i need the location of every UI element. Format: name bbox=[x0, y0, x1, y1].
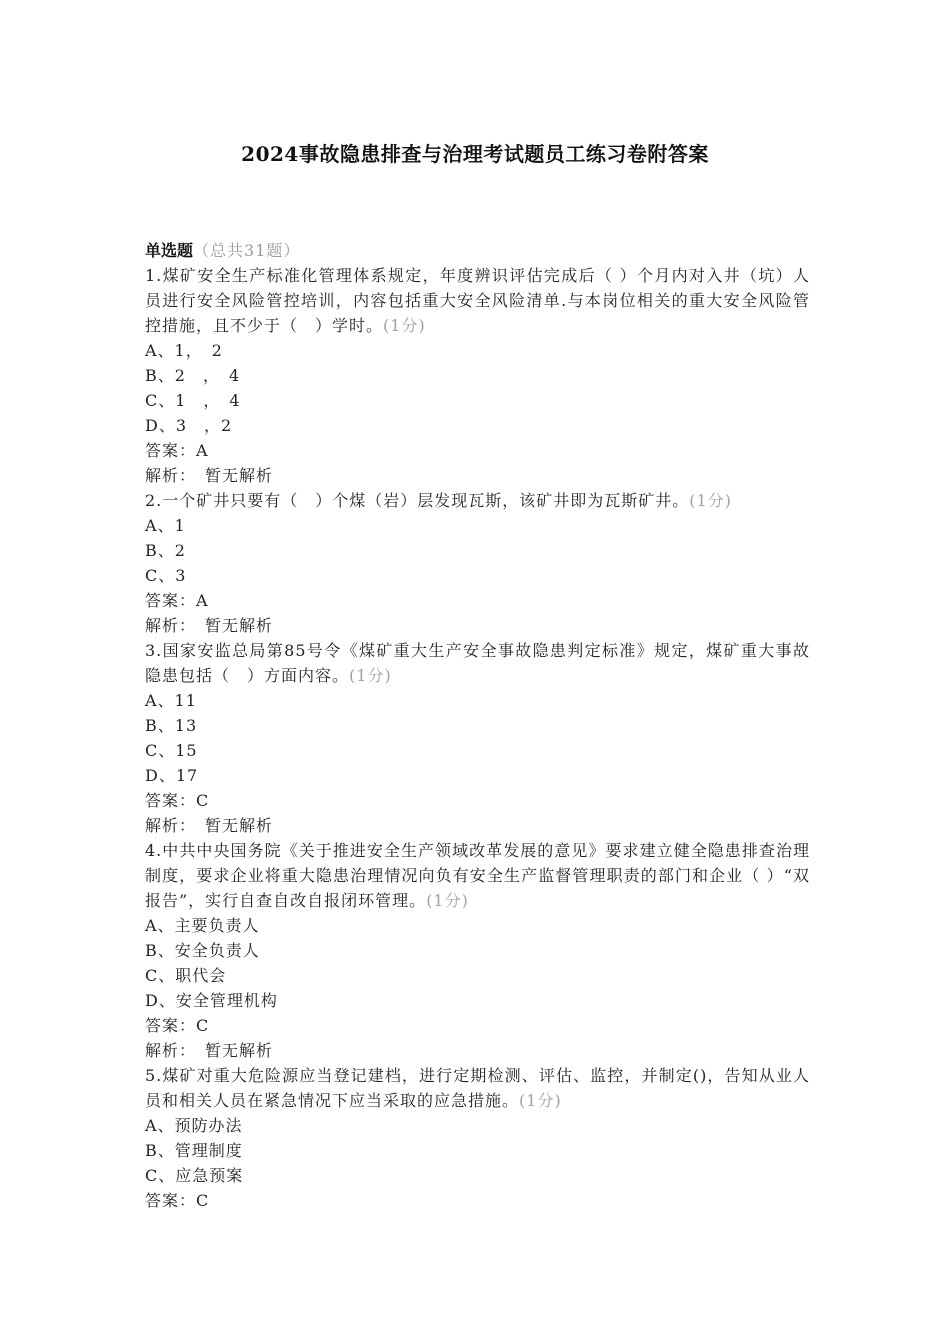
option-c: C、1 ， 4 bbox=[145, 391, 241, 410]
question-score: (1分) bbox=[519, 1091, 562, 1110]
option-c: C、15 bbox=[145, 741, 198, 760]
section-header bbox=[145, 238, 810, 263]
option-c: C、职代会 bbox=[145, 966, 227, 985]
option-b: B、2 bbox=[145, 541, 186, 560]
option-b: B、13 bbox=[145, 716, 198, 735]
option-a: A、1 bbox=[145, 516, 186, 535]
document-title: 2024事故隐患排查与治理考试题员工练习卷附答案 bbox=[241, 142, 709, 166]
question-2 bbox=[145, 488, 810, 638]
question-stem: 3.国家安监总局第85号令《煤矿重大生产安全事故隐患判定标准》规定，煤矿重大事故隐患包括（ ）方面内容。(1分) bbox=[145, 641, 810, 685]
analysis: 解析： 暂无解析 bbox=[145, 816, 274, 835]
question-stem: 4.中共中央国务院《关于推进安全生产领域改革发展的意见》要求建立健全隐患排查治理制度，要求企业将重大隐患治理情况向负有安全生产监督管理职责的部门和企业（ ）“双报告”，实行自查自改自报闭环管理。(1分) bbox=[145, 841, 810, 910]
question-1 bbox=[145, 263, 810, 488]
answer: 答案：C bbox=[145, 1016, 210, 1035]
option-a: A、11 bbox=[145, 691, 197, 710]
option-d: D、17 bbox=[145, 766, 199, 785]
option-a: A、1， 2 bbox=[145, 341, 223, 360]
question-4 bbox=[145, 838, 810, 1063]
question-5 bbox=[145, 1063, 810, 1213]
question-3 bbox=[145, 638, 810, 838]
question-stem: 1.煤矿安全生产标准化管理体系规定，年度辨识评估完成后（ ）个月内对入井（坑）人员进行安全风险管控培训，内容包括重大安全风险清单.与本岗位相关的重大安全风险管控措施，且不少于（ ）学时。(1分) bbox=[145, 266, 810, 335]
answer: 答案：C bbox=[145, 791, 210, 810]
option-d: D、3 ，2 bbox=[145, 416, 233, 435]
analysis: 解析： 暂无解析 bbox=[145, 466, 274, 485]
section-count: （总共31题） bbox=[193, 241, 301, 260]
option-c: C、应急预案 bbox=[145, 1166, 244, 1185]
option-a: A、预防办法 bbox=[145, 1116, 243, 1135]
option-d: D、安全管理机构 bbox=[145, 991, 278, 1010]
answer: 答案：A bbox=[145, 591, 209, 610]
option-b: B、管理制度 bbox=[145, 1141, 243, 1160]
question-stem: 5.煤矿对重大危险源应当登记建档，进行定期检测、评估、监控，并制定()，告知从业人员和相关人员在紧急情况下应当采取的应急措施。(1分) bbox=[145, 1066, 810, 1110]
question-list bbox=[145, 238, 810, 1213]
option-a: A、主要负责人 bbox=[145, 916, 260, 935]
option-b: B、安全负责人 bbox=[145, 941, 260, 960]
section-label: 单选题 bbox=[145, 241, 194, 260]
option-c: C、3 bbox=[145, 566, 187, 585]
question-score: (1分) bbox=[383, 316, 426, 335]
answer: 答案：A bbox=[145, 441, 209, 460]
analysis: 解析： 暂无解析 bbox=[145, 1041, 274, 1060]
question-stem: 2.一个矿井只要有（ ）个煤（岩）层发现瓦斯，该矿井即为瓦斯矿井。(1分) bbox=[145, 491, 732, 510]
question-score: (1分) bbox=[349, 666, 392, 685]
answer: 答案：C bbox=[145, 1191, 210, 1210]
option-b: B、2 ， 4 bbox=[145, 366, 241, 385]
question-score: (1分) bbox=[689, 491, 732, 510]
question-score: (1分) bbox=[426, 891, 469, 910]
analysis: 解析： 暂无解析 bbox=[145, 616, 274, 635]
